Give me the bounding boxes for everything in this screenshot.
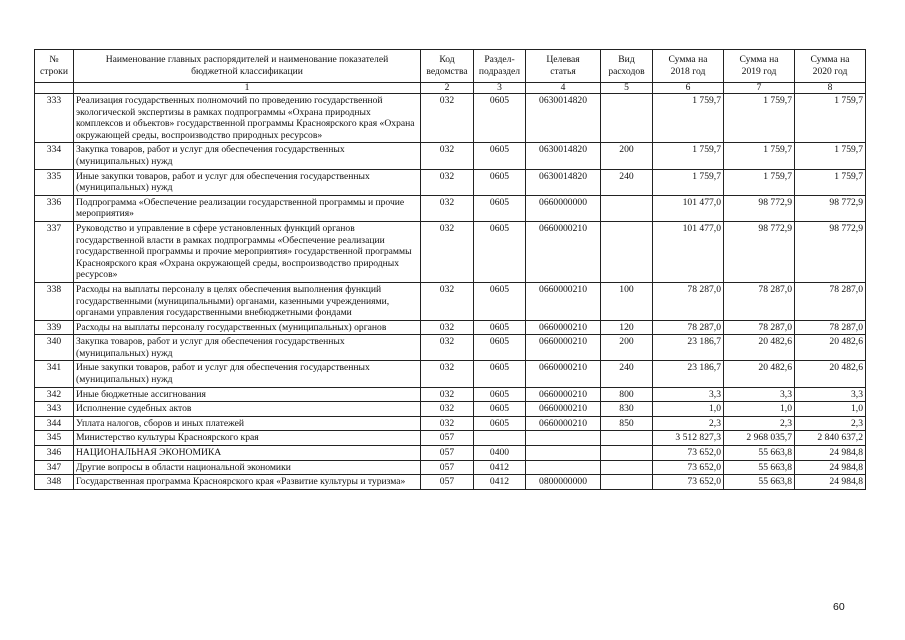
index-cell: 7 <box>724 83 795 94</box>
row-vr <box>601 475 653 490</box>
page-number: 60 <box>833 601 845 613</box>
row-number: 336 <box>35 195 74 221</box>
row-sum-2020: 78 287,0 <box>795 282 866 320</box>
row-sum-2018: 1,0 <box>653 402 724 417</box>
table-row <box>35 335 866 361</box>
row-vr <box>601 94 653 143</box>
row-sum-2019: 78 287,0 <box>724 282 795 320</box>
row-sum-2018: 101 477,0 <box>653 195 724 221</box>
row-sum-2018: 3 512 827,3 <box>653 431 724 446</box>
header-name: Наименование главных распорядителей и наименование показателей бюджетной классификации <box>74 50 421 83</box>
row-sum-2020: 78 287,0 <box>795 320 866 335</box>
row-name: Государственная программа Красноярского края «Развитие культуры и туризма» <box>74 475 421 490</box>
row-sum-2018: 2,3 <box>653 416 724 431</box>
index-cell: 5 <box>601 83 653 94</box>
row-number: 343 <box>35 402 74 417</box>
row-vr <box>601 431 653 446</box>
row-sum-2019: 1 759,7 <box>724 143 795 169</box>
row-number: 341 <box>35 361 74 387</box>
row-name: Министерство культуры Красноярского края <box>74 431 421 446</box>
row-target: 0660000210 <box>526 221 601 282</box>
row-number: 339 <box>35 320 74 335</box>
row-number: 333 <box>35 94 74 143</box>
row-sum-2020: 24 984,8 <box>795 446 866 461</box>
row-target: 0630014820 <box>526 169 601 195</box>
row-ved: 032 <box>421 320 474 335</box>
table-row <box>35 446 866 461</box>
row-number: 335 <box>35 169 74 195</box>
row-sum-2019: 55 663,8 <box>724 460 795 475</box>
row-number: 334 <box>35 143 74 169</box>
row-target <box>526 446 601 461</box>
row-vr: 200 <box>601 143 653 169</box>
table-body <box>35 94 866 490</box>
row-sum-2020: 1,0 <box>795 402 866 417</box>
row-sum-2020: 1 759,7 <box>795 94 866 143</box>
row-razd <box>474 431 526 446</box>
row-number: 338 <box>35 282 74 320</box>
row-ved: 032 <box>421 335 474 361</box>
row-name: Закупка товаров, работ и услуг для обеспечения государственных (муниципальных) нужд <box>74 335 421 361</box>
row-ved: 032 <box>421 94 474 143</box>
row-number: 340 <box>35 335 74 361</box>
row-razd: 0605 <box>474 94 526 143</box>
table-row <box>35 282 866 320</box>
row-name: НАЦИОНАЛЬНАЯ ЭКОНОМИКА <box>74 446 421 461</box>
table-row <box>35 416 866 431</box>
row-target: 0660000210 <box>526 402 601 417</box>
row-vr: 240 <box>601 361 653 387</box>
row-sum-2019: 20 482,6 <box>724 335 795 361</box>
row-sum-2018: 1 759,7 <box>653 169 724 195</box>
row-target <box>526 431 601 446</box>
row-name: Закупка товаров, работ и услуг для обеспечения государственных (муниципальных) нужд <box>74 143 421 169</box>
row-vr <box>601 460 653 475</box>
row-number: 344 <box>35 416 74 431</box>
row-ved: 032 <box>421 402 474 417</box>
row-sum-2019: 2 968 035,7 <box>724 431 795 446</box>
table-row <box>35 431 866 446</box>
index-cell <box>35 83 74 94</box>
table-row <box>35 94 866 143</box>
row-sum-2020: 24 984,8 <box>795 460 866 475</box>
row-target: 0630014820 <box>526 94 601 143</box>
row-number: 346 <box>35 446 74 461</box>
row-razd: 0412 <box>474 475 526 490</box>
row-sum-2018: 23 186,7 <box>653 335 724 361</box>
row-name: Реализация государственных полномочий по проведению государственной экологической экспертизы в рамках подпрограммы «Охрана природных комплексов и объектов» государственной программы Красноярского края «Охрана окружающей среды, воспроизводство природных ресурсов» <box>74 94 421 143</box>
row-name: Иные бюджетные ассигнования <box>74 387 421 402</box>
row-sum-2020: 24 984,8 <box>795 475 866 490</box>
row-sum-2019: 3,3 <box>724 387 795 402</box>
row-sum-2018: 1 759,7 <box>653 143 724 169</box>
row-sum-2020: 20 482,6 <box>795 335 866 361</box>
header-vr: Вид расходов <box>601 50 653 83</box>
table-row <box>35 387 866 402</box>
row-target: 0660000210 <box>526 387 601 402</box>
row-razd: 0605 <box>474 320 526 335</box>
row-ved: 057 <box>421 431 474 446</box>
row-name: Расходы на выплаты персоналу в целях обеспечения выполнения функций государственными (муниципальными) органами, казенными учреждениями, органами управления государственными внебюджетными фондами <box>74 282 421 320</box>
row-ved: 057 <box>421 460 474 475</box>
index-cell: 2 <box>421 83 474 94</box>
row-sum-2020: 1 759,7 <box>795 169 866 195</box>
row-name: Подпрограмма «Обеспечение реализации государственной программы и прочие мероприятия» <box>74 195 421 221</box>
header-num: № строки <box>35 50 74 83</box>
row-vr: 200 <box>601 335 653 361</box>
header-ved: Код ведомства <box>421 50 474 83</box>
row-ved: 057 <box>421 446 474 461</box>
row-sum-2020: 20 482,6 <box>795 361 866 387</box>
row-vr: 100 <box>601 282 653 320</box>
row-vr: 800 <box>601 387 653 402</box>
row-sum-2019: 20 482,6 <box>724 361 795 387</box>
row-sum-2020: 98 772,9 <box>795 221 866 282</box>
index-cell: 3 <box>474 83 526 94</box>
row-sum-2018: 1 759,7 <box>653 94 724 143</box>
row-target: 0630014820 <box>526 143 601 169</box>
row-razd: 0605 <box>474 195 526 221</box>
index-cell: 6 <box>653 83 724 94</box>
row-razd: 0605 <box>474 282 526 320</box>
row-sum-2020: 2,3 <box>795 416 866 431</box>
index-row <box>35 83 866 94</box>
budget-table <box>34 49 866 490</box>
row-target: 0800000000 <box>526 475 601 490</box>
row-ved: 032 <box>421 195 474 221</box>
row-razd: 0605 <box>474 221 526 282</box>
row-razd: 0400 <box>474 446 526 461</box>
row-ved: 032 <box>421 143 474 169</box>
row-sum-2018: 73 652,0 <box>653 475 724 490</box>
row-sum-2018: 73 652,0 <box>653 460 724 475</box>
row-razd: 0605 <box>474 416 526 431</box>
row-ved: 032 <box>421 361 474 387</box>
row-razd: 0605 <box>474 335 526 361</box>
row-sum-2019: 1 759,7 <box>724 94 795 143</box>
row-sum-2018: 73 652,0 <box>653 446 724 461</box>
row-target: 0660000210 <box>526 335 601 361</box>
row-razd: 0605 <box>474 143 526 169</box>
row-sum-2019: 55 663,8 <box>724 446 795 461</box>
row-vr: 240 <box>601 169 653 195</box>
table-row <box>35 402 866 417</box>
table-row <box>35 221 866 282</box>
row-name: Уплата налогов, сборов и иных платежей <box>74 416 421 431</box>
row-vr: 120 <box>601 320 653 335</box>
row-sum-2020: 2 840 637,2 <box>795 431 866 446</box>
row-target: 0660000210 <box>526 282 601 320</box>
row-ved: 032 <box>421 387 474 402</box>
row-ved: 032 <box>421 282 474 320</box>
index-cell: 1 <box>74 83 421 94</box>
header-row <box>35 50 866 83</box>
header-2019: Сумма на 2019 год <box>724 50 795 83</box>
row-ved: 057 <box>421 475 474 490</box>
row-sum-2018: 78 287,0 <box>653 282 724 320</box>
header-2020: Сумма на 2020 год <box>795 50 866 83</box>
table-row <box>35 320 866 335</box>
header-cs: Целевая статья <box>526 50 601 83</box>
row-sum-2020: 98 772,9 <box>795 195 866 221</box>
row-sum-2019: 1,0 <box>724 402 795 417</box>
table-row <box>35 460 866 475</box>
row-name: Исполнение судебных актов <box>74 402 421 417</box>
table-row <box>35 361 866 387</box>
row-name: Иные закупки товаров, работ и услуг для обеспечения государственных (муниципальных) нужд <box>74 361 421 387</box>
table-row <box>35 169 866 195</box>
row-sum-2019: 78 287,0 <box>724 320 795 335</box>
row-razd: 0412 <box>474 460 526 475</box>
row-number: 347 <box>35 460 74 475</box>
row-name: Другие вопросы в области национальной экономики <box>74 460 421 475</box>
table-row <box>35 143 866 169</box>
row-razd: 0605 <box>474 402 526 417</box>
row-vr <box>601 195 653 221</box>
row-sum-2020: 1 759,7 <box>795 143 866 169</box>
row-vr <box>601 221 653 282</box>
index-cell: 8 <box>795 83 866 94</box>
row-razd: 0605 <box>474 361 526 387</box>
row-sum-2018: 78 287,0 <box>653 320 724 335</box>
header-2018: Сумма на 2018 год <box>653 50 724 83</box>
row-name: Расходы на выплаты персоналу государственных (муниципальных) органов <box>74 320 421 335</box>
row-target <box>526 460 601 475</box>
row-target: 0660000210 <box>526 320 601 335</box>
row-sum-2019: 2,3 <box>724 416 795 431</box>
row-number: 345 <box>35 431 74 446</box>
row-ved: 032 <box>421 169 474 195</box>
index-cell: 4 <box>526 83 601 94</box>
row-sum-2018: 101 477,0 <box>653 221 724 282</box>
row-ved: 032 <box>421 416 474 431</box>
row-razd: 0605 <box>474 169 526 195</box>
row-name: Иные закупки товаров, работ и услуг для обеспечения государственных (муниципальных) нужд <box>74 169 421 195</box>
row-target: 0660000210 <box>526 416 601 431</box>
row-sum-2018: 3,3 <box>653 387 724 402</box>
row-vr <box>601 446 653 461</box>
row-sum-2019: 1 759,7 <box>724 169 795 195</box>
row-vr: 850 <box>601 416 653 431</box>
row-razd: 0605 <box>474 387 526 402</box>
row-sum-2020: 3,3 <box>795 387 866 402</box>
row-sum-2018: 23 186,7 <box>653 361 724 387</box>
row-vr: 830 <box>601 402 653 417</box>
row-sum-2019: 98 772,9 <box>724 195 795 221</box>
header-razd: Раздел- подраздел <box>474 50 526 83</box>
row-sum-2019: 98 772,9 <box>724 221 795 282</box>
table-row <box>35 195 866 221</box>
table-row <box>35 475 866 490</box>
row-target: 0660000210 <box>526 361 601 387</box>
row-number: 342 <box>35 387 74 402</box>
row-sum-2019: 55 663,8 <box>724 475 795 490</box>
row-ved: 032 <box>421 221 474 282</box>
row-target: 0660000000 <box>526 195 601 221</box>
row-name: Руководство и управление в сфере установленных функций органов государственной власти в рамках подпрограммы «Обеспечение реализации государственной программы и прочие мероприятия» государственной программы Красноярского края «Охрана окружающей среды, воспроизводство природных ресурсов» <box>74 221 421 282</box>
row-number: 337 <box>35 221 74 282</box>
row-number: 348 <box>35 475 74 490</box>
